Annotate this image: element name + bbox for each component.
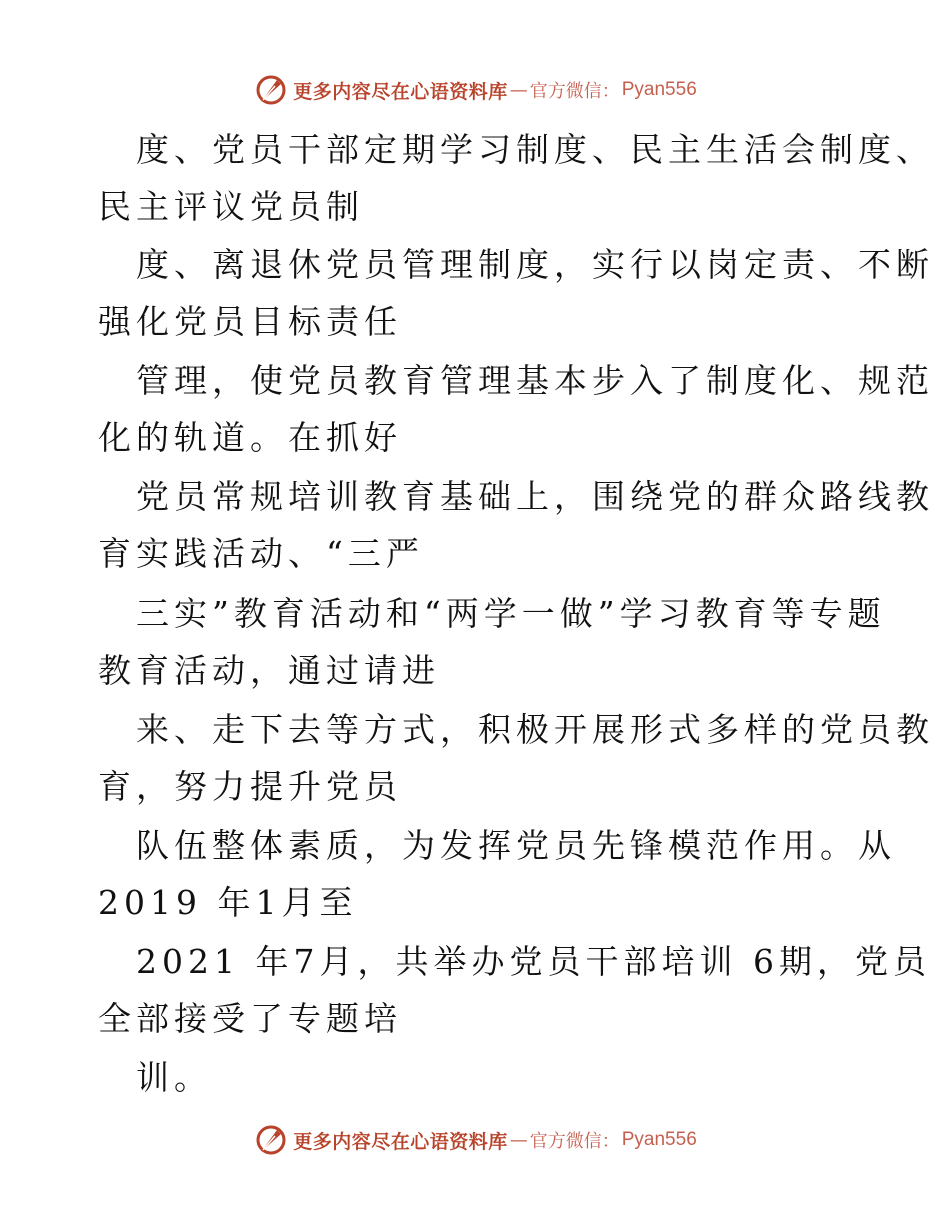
banner-official-label: 官方微信： bbox=[529, 1131, 620, 1152]
text-line: 队伍整体素质，为发挥党员先锋模范作用。从 bbox=[136, 826, 896, 865]
text-line: 育实践活动、“三严 bbox=[98, 534, 424, 573]
text-line: 全部接受了专题培 bbox=[98, 999, 402, 1038]
banner-wechat-id: Pyan556 bbox=[621, 79, 697, 100]
text-line: 民主评议党员制 bbox=[98, 187, 364, 226]
text-line: 强化党员目标责任 bbox=[98, 302, 402, 341]
footer-banner bbox=[0, 1120, 950, 1160]
text-line: 管理，使党员教育管理基本步入了制度化、规范 bbox=[136, 361, 934, 400]
quill-logo-icon bbox=[253, 72, 289, 108]
banner-dash: — bbox=[509, 1129, 528, 1151]
banner-main-text: 更多内容尽在心语资料库 bbox=[293, 1130, 508, 1153]
text-line: 度、党员干部定期学习制度、民主生活会制度、 bbox=[136, 130, 934, 169]
text-line: 训。 bbox=[136, 1058, 212, 1097]
text-line: 度、离退休党员管理制度，实行以岗定责、不断 bbox=[136, 245, 934, 284]
text-line: 2019 年1月至 bbox=[98, 883, 358, 922]
text-line: 党员常规培训教育基础上，围绕党的群众路线教 bbox=[136, 477, 934, 516]
banner-dash: — bbox=[509, 79, 528, 101]
banner-official-label: 官方微信： bbox=[529, 81, 620, 102]
text-line: 来、走下去等方式，积极开展形式多样的党员教 bbox=[136, 710, 934, 749]
header-banner bbox=[0, 70, 950, 110]
text-line: 教育活动，通过请进 bbox=[98, 651, 440, 690]
text-line: 育，努力提升党员 bbox=[98, 767, 402, 806]
text-line: 2021 年7月，共举办党员干部培训 6期，党员 bbox=[136, 942, 931, 981]
text-line: 三实”教育活动和“两学一做”学习教育等专题 bbox=[136, 594, 886, 633]
text-line: 化的轨道。在抓好 bbox=[98, 418, 402, 457]
banner-main-text: 更多内容尽在心语资料库 bbox=[293, 80, 508, 103]
quill-logo-icon bbox=[253, 1122, 289, 1158]
banner-wechat-id: Pyan556 bbox=[621, 1129, 697, 1150]
